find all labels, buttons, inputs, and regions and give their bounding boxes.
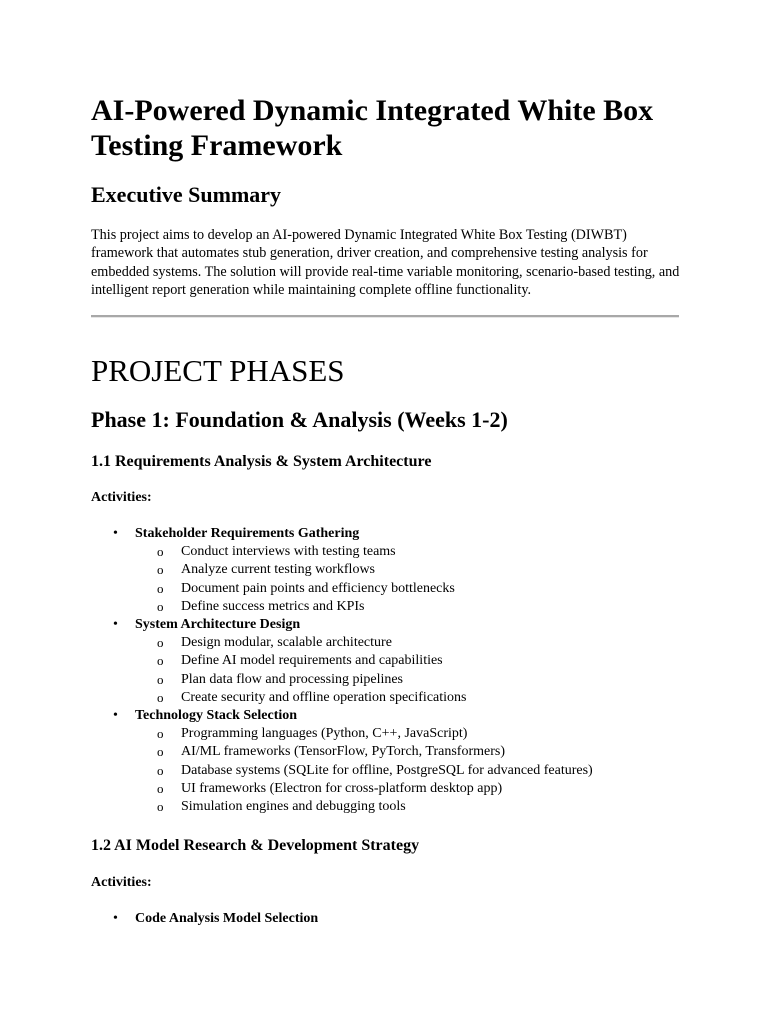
- sub-list-item-text: Create security and offline operation specifications: [181, 689, 467, 705]
- executive-summary-text: This project aims to develop an AI-powered Dynamic Integrated White Box Testing (DIWBT) framework that automates stub generation, driver creation, and comprehensive testing analysis for embedded systems. The solution will provide real-time variable monitoring, scenario-based testing, and intelligent report generation while maintaining complete offline functionality.: [91, 227, 680, 298]
- list-item: [91, 525, 681, 616]
- bullet-icon: •: [113, 708, 118, 724]
- circle-bullet-icon: o: [157, 799, 164, 815]
- circle-bullet-icon: o: [157, 744, 164, 760]
- bullet-icon: •: [113, 617, 118, 633]
- sub-list-item: [135, 780, 681, 798]
- sub-list-item: [135, 561, 681, 579]
- sub-list-item-text: Plan data flow and processing pipelines: [181, 671, 404, 687]
- project-phases-heading: PROJECT PHASES: [91, 353, 345, 388]
- circle-bullet-icon: o: [157, 635, 164, 651]
- circle-bullet-icon: o: [157, 689, 164, 705]
- sub-list-item: [135, 634, 681, 652]
- sub-list-item: [135, 689, 681, 707]
- sub-list: [135, 725, 681, 816]
- sub-list-item-text: Design modular, scalable architecture: [181, 635, 392, 651]
- list-item: [91, 616, 681, 707]
- phase1-heading: Phase 1: Foundation & Analysis (Weeks 1-2): [91, 407, 508, 432]
- circle-bullet-icon: o: [157, 562, 164, 578]
- list-item-label: System Architecture Design: [135, 617, 301, 633]
- circle-bullet-icon: o: [157, 762, 164, 778]
- sub-list-item-text: Document pain points and efficiency bottlenecks: [181, 580, 455, 596]
- sub-list: [135, 634, 681, 707]
- section-1-2-activities-label: Activities:: [91, 875, 152, 890]
- sub-list-item-text: Define success metrics and KPIs: [181, 598, 365, 614]
- section-1-1-heading: 1.1 Requirements Analysis & System Architecture: [91, 453, 432, 470]
- bullet-icon: •: [113, 911, 118, 926]
- section-1-1-activity-list: [91, 525, 681, 816]
- sub-list-item: [135, 743, 681, 761]
- list-item-label: Technology Stack Selection: [135, 708, 298, 724]
- executive-summary-heading: Executive Summary: [91, 182, 282, 207]
- list-item-label: Stakeholder Requirements Gathering: [135, 526, 360, 541]
- sub-list-item: [135, 598, 681, 616]
- sub-list-item: [135, 543, 681, 561]
- sub-list-item-text: AI/ML frameworks (TensorFlow, PyTorch, Transformers): [181, 744, 506, 760]
- sub-list-item-text: Simulation engines and debugging tools: [181, 799, 406, 815]
- sub-list-item-text: UI frameworks (Electron for cross-platform desktop app): [181, 780, 503, 796]
- circle-bullet-icon: o: [157, 544, 164, 560]
- bullet-icon: •: [113, 526, 118, 541]
- sub-list-item: [135, 652, 681, 670]
- sub-list-item-text: Analyze current testing workflows: [181, 562, 375, 578]
- circle-bullet-icon: o: [157, 580, 164, 596]
- sub-list-item: [135, 798, 681, 816]
- sub-list-item: [135, 725, 681, 743]
- sub-list-item: [135, 762, 681, 780]
- circle-bullet-icon: o: [157, 726, 164, 742]
- list-item-label: Code Analysis Model Selection: [135, 911, 319, 926]
- circle-bullet-icon: o: [157, 671, 164, 687]
- sub-list-item-text: Define AI model requirements and capabilities: [181, 653, 443, 669]
- document-title: AI-Powered Dynamic Integrated White Box Testing Framework: [91, 94, 654, 162]
- circle-bullet-icon: o: [157, 780, 164, 796]
- section-1-2-heading: 1.2 AI Model Research & Development Strategy: [91, 837, 420, 854]
- sub-list-item: [135, 671, 681, 689]
- list-item: [91, 707, 681, 816]
- circle-bullet-icon: o: [157, 598, 164, 614]
- circle-bullet-icon: o: [157, 653, 164, 669]
- sub-list: [135, 543, 681, 616]
- list-item: [91, 910, 681, 928]
- section-1-1-activities-label: Activities:: [91, 490, 152, 505]
- sub-list-item-text: Conduct interviews with testing teams: [181, 544, 396, 560]
- sub-list-item: [135, 580, 681, 598]
- horizontal-divider: [91, 315, 679, 318]
- section-1-2-activity-list: [91, 910, 681, 928]
- sub-list-item-text: Database systems (SQLite for offline, PostgreSQL for advanced features): [181, 762, 593, 778]
- sub-list-item-text: Programming languages (Python, C++, JavaScript): [181, 726, 468, 742]
